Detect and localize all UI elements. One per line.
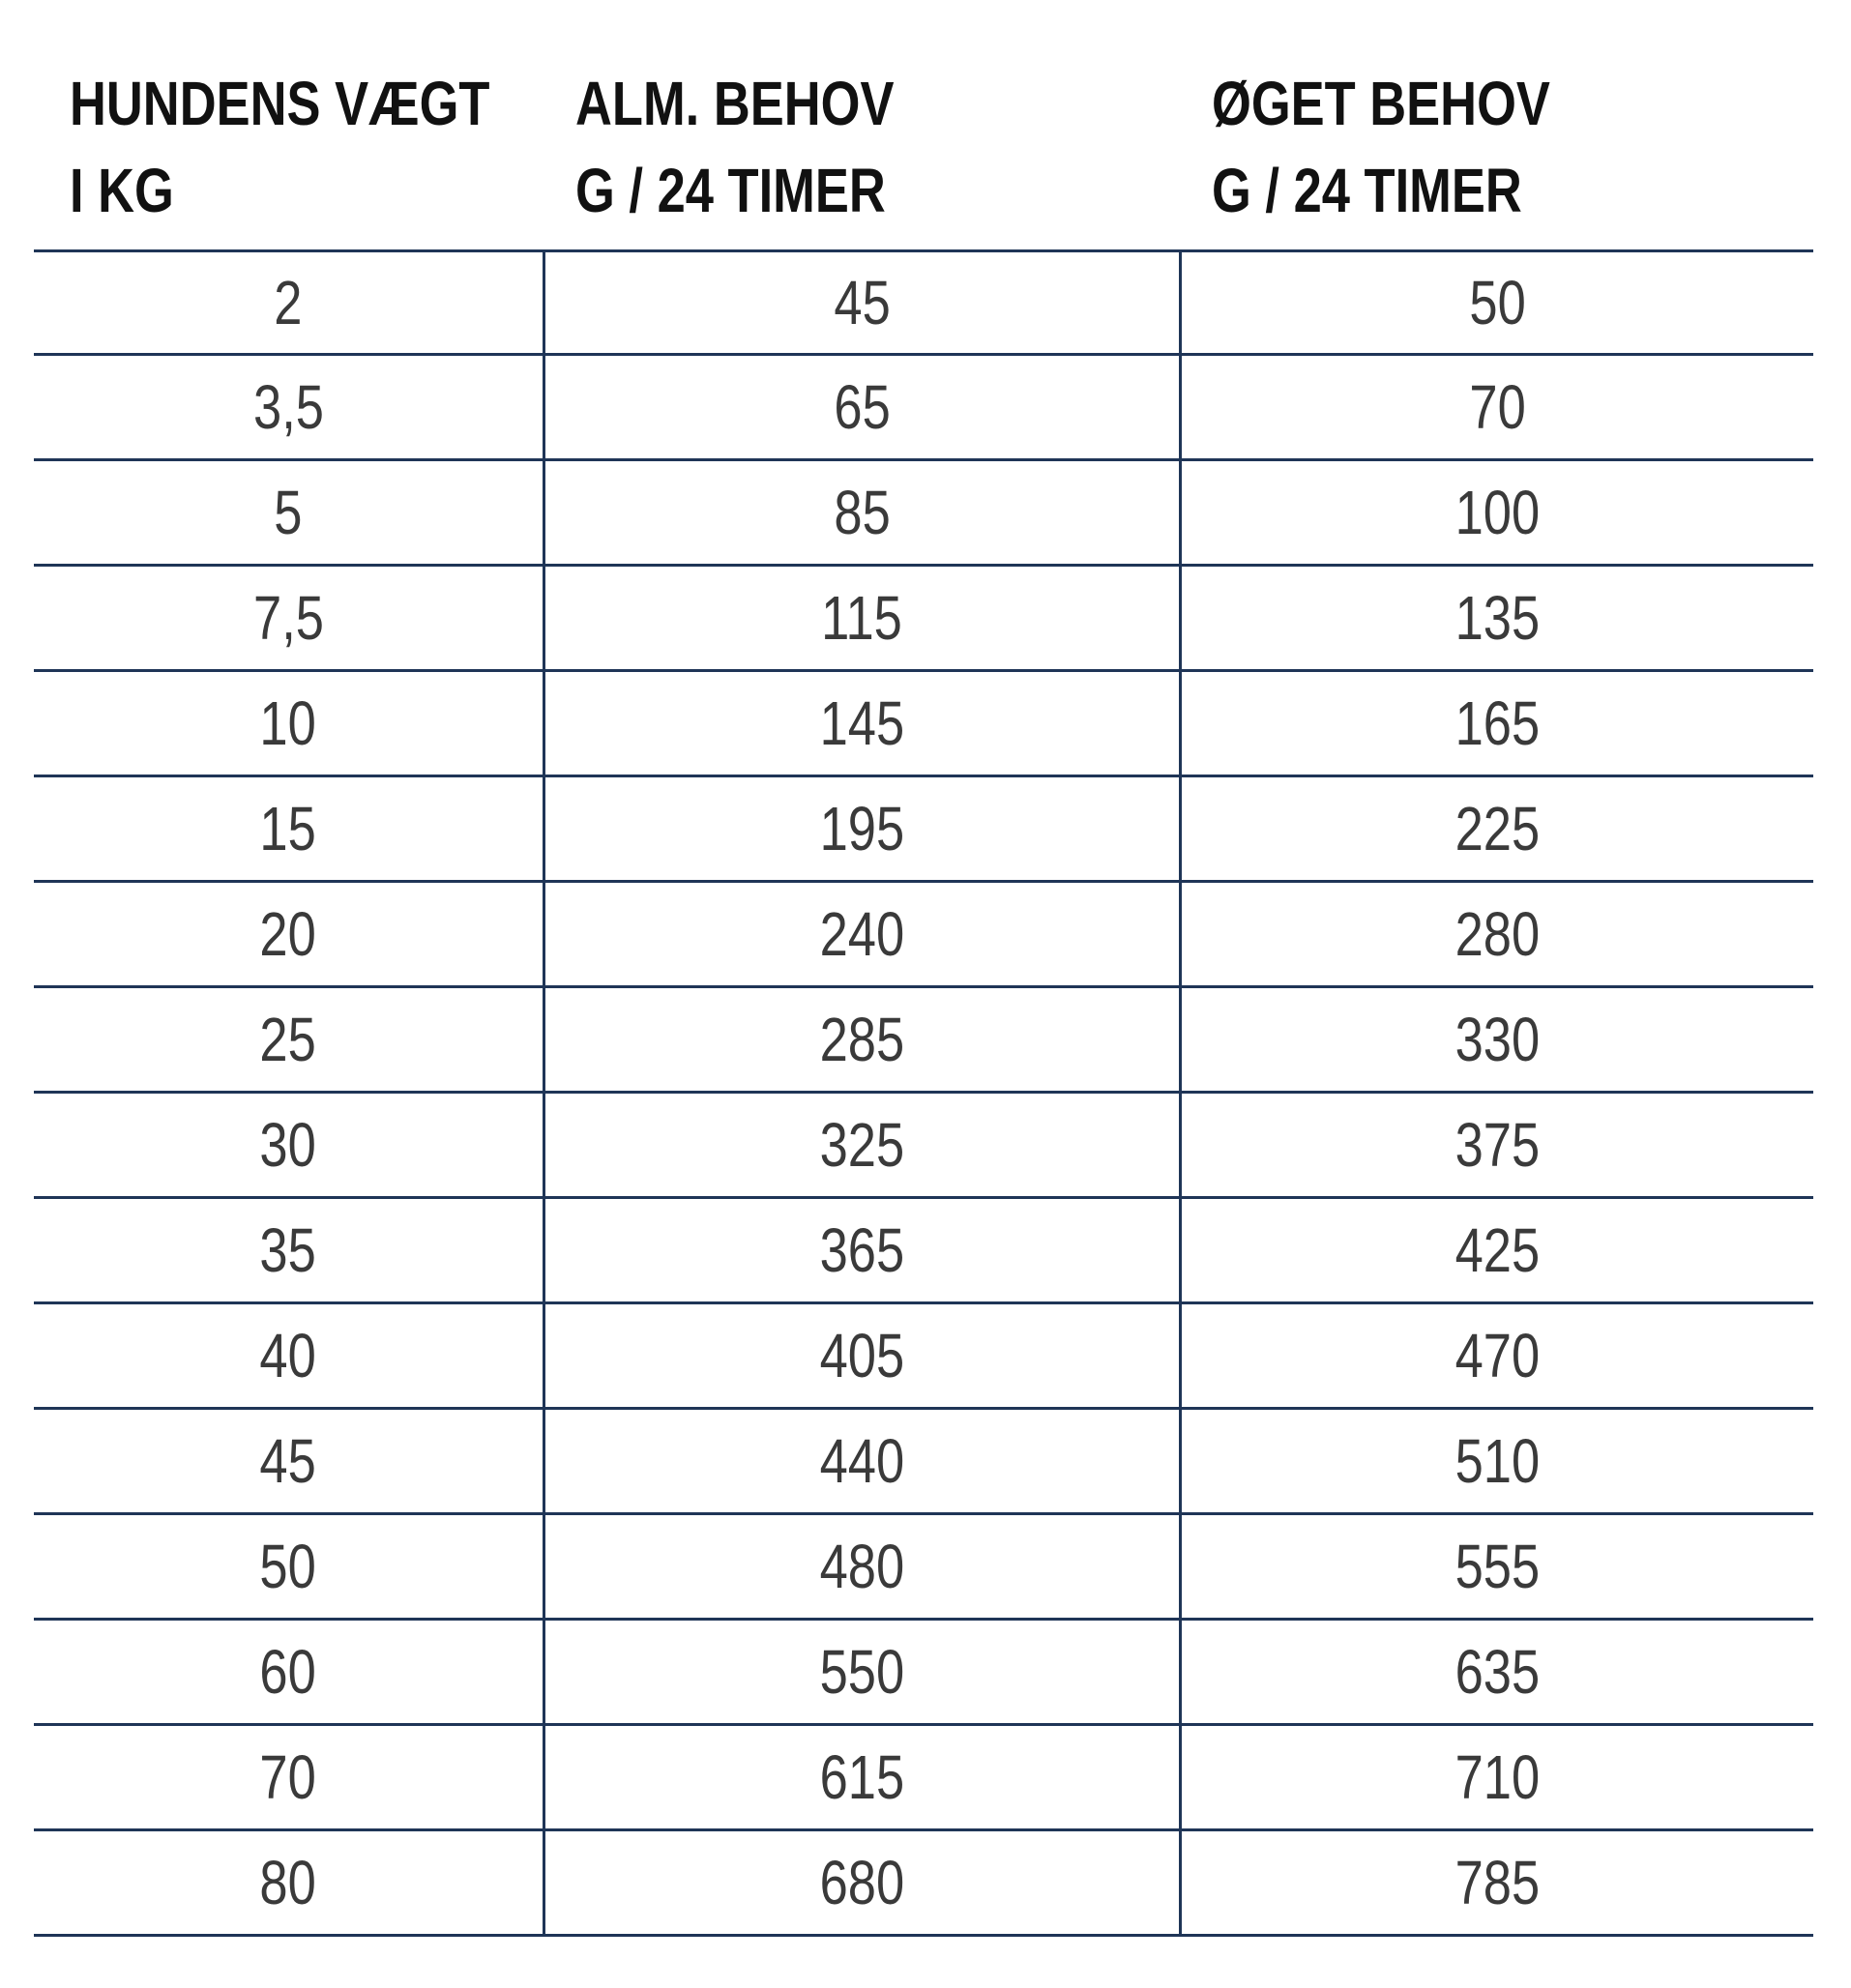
cell-normal-need-value: 195 [819,794,905,863]
cell-normal-need [545,1199,1179,1301]
cell-increased-need-value: 70 [1469,372,1526,442]
table-row [34,461,1813,567]
cell-normal-need [545,252,1179,353]
cell-increased-need [1182,252,1813,353]
cell-normal-need-value: 405 [819,1321,905,1390]
cell-normal-need [545,1831,1179,1934]
cell-increased-need-value: 100 [1454,478,1541,547]
cell-normal-need [545,672,1179,775]
cell-weight-value: 80 [259,1848,317,1917]
cell-weight-value: 35 [259,1215,317,1285]
cell-normal-need [545,1515,1179,1618]
header-weight-line-1: HUNDENS VÆGT [70,69,490,138]
cell-increased-need [1182,461,1813,564]
cell-weight [34,777,543,880]
cell-weight [34,1199,543,1301]
cell-normal-need-value: 45 [834,268,891,337]
cell-normal-need-value: 615 [819,1742,905,1812]
table-row [34,1199,1813,1304]
column-divider [543,249,545,1937]
cell-normal-need [545,1726,1179,1828]
cell-normal-need-value: 115 [821,583,903,653]
cell-increased-need-value: 135 [1454,583,1541,653]
table-body [34,249,1813,1937]
header-normal-need-line-1: ALM. BEHOV [575,69,895,138]
cell-increased-need [1182,988,1813,1091]
table-row [34,1304,1813,1410]
cell-weight [34,1726,543,1828]
cell-increased-need-value: 555 [1454,1532,1541,1601]
cell-weight [34,883,543,985]
cell-weight [34,461,543,564]
cell-weight [34,1410,543,1512]
cell-weight [34,1304,543,1407]
cell-weight-value: 40 [259,1321,317,1390]
table-row [34,252,1813,356]
cell-normal-need [545,1410,1179,1512]
cell-weight [34,567,543,669]
cell-increased-need [1182,672,1813,775]
header-increased-need-line-2: G / 24 TIMER [1212,156,1522,225]
cell-increased-need [1182,1831,1813,1934]
cell-normal-need-value: 550 [819,1637,905,1707]
table-row [34,777,1813,883]
cell-normal-need [545,883,1179,985]
cell-normal-need [545,461,1179,564]
cell-normal-need-value: 85 [834,478,891,547]
cell-weight [34,988,543,1091]
cell-increased-need-value: 330 [1454,1005,1541,1074]
cell-increased-need-value: 710 [1454,1742,1541,1812]
cell-normal-need [545,777,1179,880]
cell-normal-need-value: 285 [819,1005,905,1074]
cell-weight [34,1621,543,1723]
cell-increased-need-value: 510 [1454,1426,1541,1496]
cell-normal-need [545,1304,1179,1407]
cell-normal-need [545,988,1179,1091]
cell-weight-value: 70 [259,1742,317,1812]
cell-weight-value: 2 [274,268,303,337]
cell-increased-need [1182,777,1813,880]
cell-increased-need [1182,1410,1813,1512]
cell-increased-need [1182,1304,1813,1407]
cell-weight-value: 50 [259,1532,317,1601]
cell-increased-need-value: 375 [1454,1110,1541,1180]
cell-weight-value: 30 [259,1110,317,1180]
cell-increased-need [1182,1515,1813,1618]
cell-increased-need-value: 470 [1454,1321,1541,1390]
cell-increased-need-value: 785 [1454,1848,1541,1917]
cell-increased-need [1182,567,1813,669]
cell-weight [34,356,543,458]
cell-weight [34,672,543,775]
cell-weight-value: 10 [259,688,317,758]
cell-normal-need-value: 145 [819,688,905,758]
cell-weight-value: 5 [274,478,303,547]
cell-increased-need [1182,1094,1813,1196]
cell-increased-need [1182,883,1813,985]
header-weight [70,60,489,234]
cell-normal-need-value: 365 [819,1215,905,1285]
cell-normal-need-value: 680 [819,1848,905,1917]
cell-increased-need [1182,1621,1813,1723]
cell-normal-need [545,356,1179,458]
cell-weight [34,1094,543,1196]
cell-normal-need [545,1094,1179,1196]
table-row [34,988,1813,1094]
header-normal-need-line-2: G / 24 TIMER [575,156,886,225]
cell-weight-value: 45 [259,1426,317,1496]
cell-normal-need-value: 240 [819,899,905,969]
table-row [34,1621,1813,1726]
feeding-table [34,0,1813,1937]
cell-increased-need-value: 425 [1454,1215,1541,1285]
cell-normal-need-value: 480 [819,1532,905,1601]
column-divider [1179,249,1182,1937]
cell-increased-need-value: 635 [1454,1637,1541,1707]
cell-increased-need-value: 165 [1454,688,1541,758]
table-row [34,1726,1813,1831]
cell-increased-need [1182,356,1813,458]
cell-weight-value: 15 [259,794,317,863]
header-increased-need-line-1: ØGET BEHOV [1212,69,1550,138]
cell-increased-need-value: 225 [1454,794,1541,863]
cell-normal-need-value: 440 [819,1426,905,1496]
cell-normal-need-value: 325 [819,1110,905,1180]
table-row [34,883,1813,988]
table-row [34,567,1813,672]
cell-weight [34,252,543,353]
cell-weight [34,1831,543,1934]
table-row [34,356,1813,461]
table-row [34,672,1813,777]
cell-normal-need-value: 65 [834,372,891,442]
cell-normal-need [545,1621,1179,1723]
header-weight-line-2: I KG [70,156,174,225]
cell-weight [34,1515,543,1618]
cell-increased-need [1182,1199,1813,1301]
table-row [34,1410,1813,1515]
cell-weight-value: 25 [259,1005,317,1074]
table-row [34,1515,1813,1621]
cell-weight-value: 60 [259,1637,317,1707]
cell-weight-value: 3,5 [252,372,324,442]
header-increased-need [1212,60,1550,234]
table-row [34,1094,1813,1199]
table-header [34,0,1813,249]
table-row [34,1831,1813,1937]
cell-increased-need [1182,1726,1813,1828]
cell-weight-value: 7,5 [252,583,324,653]
cell-normal-need [545,567,1179,669]
header-normal-need [575,60,894,234]
cell-increased-need-value: 50 [1469,268,1526,337]
cell-weight-value: 20 [259,899,317,969]
cell-increased-need-value: 280 [1454,899,1541,969]
